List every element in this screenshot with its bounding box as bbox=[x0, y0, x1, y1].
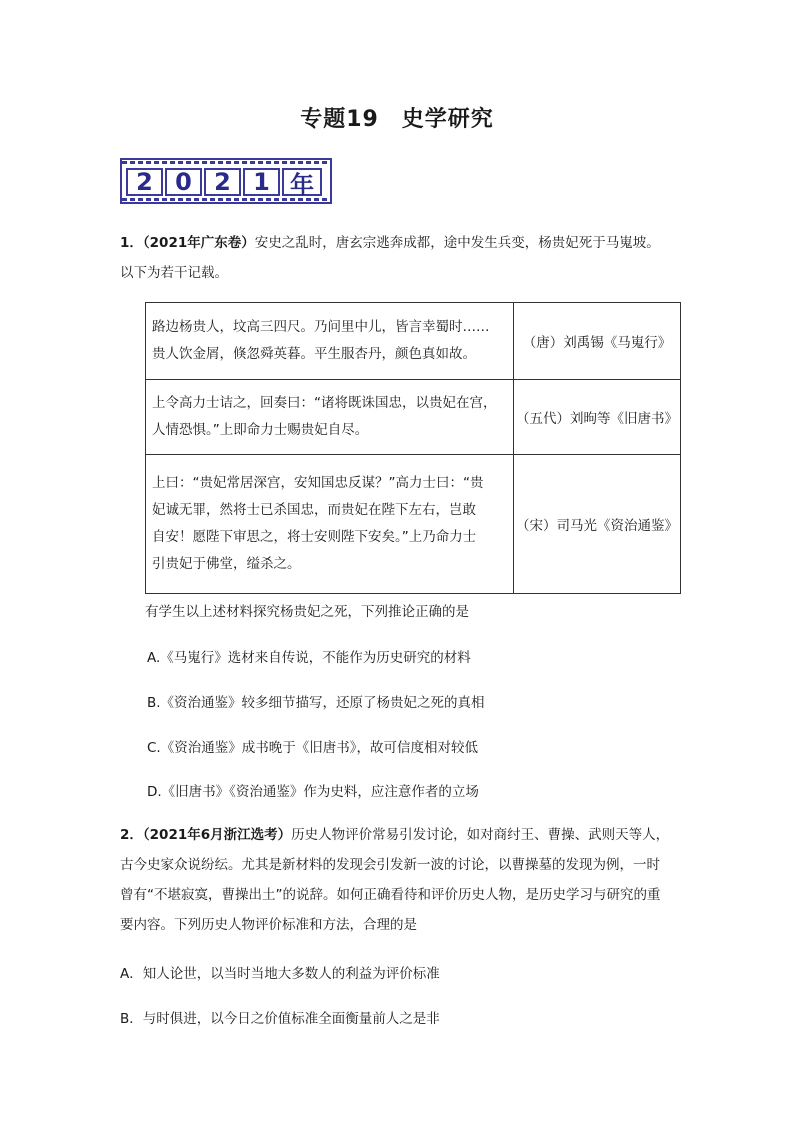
q1-number: 1． bbox=[120, 235, 143, 251]
year-digit: 0 bbox=[165, 168, 202, 196]
table-row bbox=[146, 380, 681, 455]
q2-line-3: 曾有“不堪寂寞，曹操出土”的说辞。如何正确看待和评价历史人物，是历史学习与研究的重 bbox=[120, 887, 661, 903]
q2-line-2: 古今史家众说纷纭。尤其是新材料的发现会引发新一波的讨论，以曹操墓的发现为例，一时 bbox=[120, 857, 660, 873]
q1-option-b: B.《资治通鉴》较多细节描写，还原了杨贵妃之死的真相 bbox=[147, 695, 485, 711]
year-digit: 1 bbox=[243, 168, 280, 196]
q2-line-4: 要内容。下列历史人物评价标准和方法，合理的是 bbox=[120, 917, 417, 933]
q1-stem: 安史之乱时，唐玄宗逃奔成都，途中发生兵变，杨贵妃死于马嵬坡。 bbox=[254, 235, 660, 251]
table-text-line: 路边杨贵人，坟高三四尺。乃问里中儿，皆言幸蜀时…… bbox=[152, 319, 490, 335]
table-text-line: 引贵妃于佛堂，缢杀之。 bbox=[152, 556, 301, 572]
source-table bbox=[145, 302, 681, 594]
year-digit: 2 bbox=[204, 168, 241, 196]
q1-option-c: C.《资治通鉴》成书晚于《旧唐书》，故可信度相对较低 bbox=[147, 740, 478, 756]
q2-option-b: B．与时俱进，以今日之价值标准全面衡量前人之是非 bbox=[120, 1011, 440, 1027]
table-cell-text bbox=[146, 380, 514, 455]
banner-stripe-bottom bbox=[122, 198, 330, 201]
q1-intro-line-2: 以下为若干记载。 bbox=[120, 265, 228, 281]
q1-source: （2021年广东卷） bbox=[142, 235, 255, 251]
table-cell-ref: （五代）刘昫等《旧唐书》 bbox=[514, 380, 681, 455]
q2-source: （2021年6月浙江选考） bbox=[142, 827, 292, 843]
table-row bbox=[146, 455, 681, 594]
year-digit: 2 bbox=[126, 168, 163, 196]
q1-option-d: D.《旧唐书》《资治通鉴》作为史料，应注意作者的立场 bbox=[147, 784, 479, 800]
year-digits bbox=[126, 168, 322, 199]
table-cell-ref: （宋）司马光《资治通鉴》 bbox=[514, 455, 681, 594]
q1-option-a: A.《马嵬行》选材来自传说，不能作为历史研究的材料 bbox=[147, 650, 471, 666]
table-row bbox=[146, 303, 681, 380]
table-text-line: 上令高力士诘之，回奏曰：“诸将既诛国忠，以贵妃在宫， bbox=[152, 395, 497, 411]
table-text-line: 自安！愿陛下审思之，将士安则陛下安矣。”上乃命力士 bbox=[152, 529, 477, 545]
table-cell-text bbox=[146, 455, 514, 594]
q1-intro-line-1 bbox=[120, 228, 680, 258]
q2-option-a: A．知人论世，以当时当地大多数人的利益为评价标准 bbox=[120, 966, 440, 982]
table-cell-ref: （唐）刘禹锡《马嵬行》 bbox=[514, 303, 681, 380]
year-char: 年 bbox=[282, 168, 322, 196]
table-text-line: 人情恐惧。”上即命力士赐贵妃自尽。 bbox=[152, 422, 369, 438]
table-text-line: 妃诚无罪，然将士已杀国忠，而贵妃在陛下左右，岂敢 bbox=[152, 502, 476, 518]
year-banner bbox=[120, 158, 332, 204]
page-title: 专题19 史学研究 bbox=[300, 107, 494, 132]
table-text-line: 上曰：“贵妃常居深宫，安知国忠反谋？”高力士曰：“贵 bbox=[152, 475, 484, 491]
q1-question: 有学生以上述材料探究杨贵妃之死，下列推论正确的是 bbox=[145, 604, 469, 620]
q2-stem: 历史人物评价常易引发讨论，如对商纣王、曹操、武则天等人， bbox=[291, 827, 670, 843]
q2-number: 2． bbox=[120, 827, 143, 843]
table-text-line: 贵人饮金屑，倏忽舜英暮。平生服杏丹，颜色真如故。 bbox=[152, 346, 476, 362]
q2-line-1 bbox=[120, 820, 690, 850]
table-cell-text bbox=[146, 303, 514, 380]
